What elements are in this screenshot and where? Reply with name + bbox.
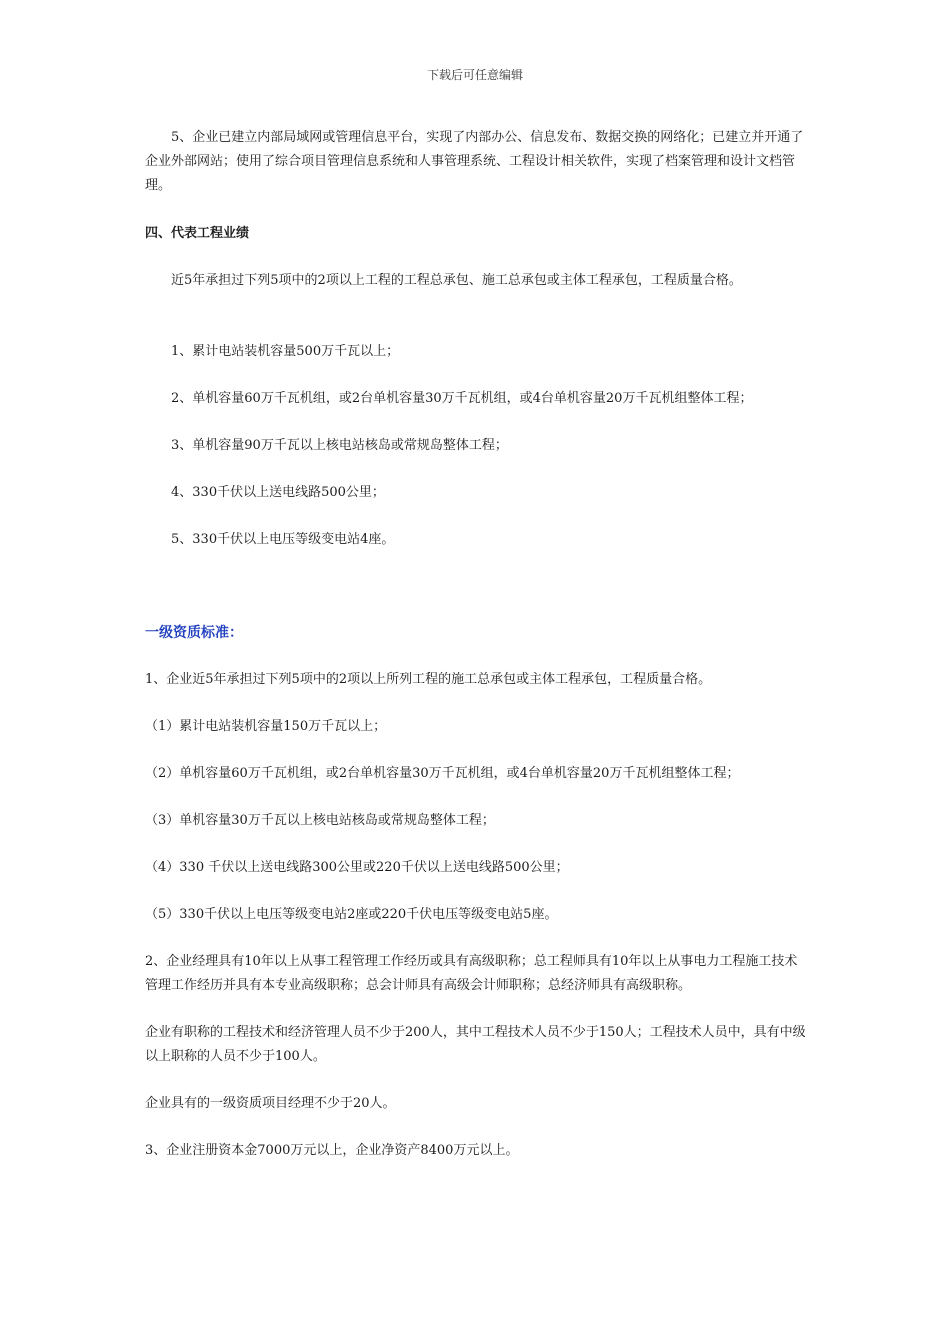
level-one-sub-item-1: （1）累计电站装机容量150万千瓦以上； — [145, 719, 387, 734]
level-one-managers: 企业具有的一级资质项目经理不少于20人。 — [145, 1096, 396, 1111]
level-one-req2: 2、企业经理具有10年以上从事工程管理工作经历或具有高级职称；总工程师具有10年以上从事电力工程施工技术管理工作经历并具有本专业高级职称；总会计师具有高级会计师职称；总经济师具有高级职称。 — [145, 954, 798, 993]
project-item-1: 1、累计电站装机容量500万千瓦以上； — [171, 344, 400, 359]
level-one-req1: 1、企业近5年承担过下列5项中的2项以上所列工程的施工总承包或主体工程承包，工程质量合格。 — [145, 672, 712, 687]
level-one-sub-item-4: （4）330 千伏以上送电线路300公里或220千伏以上送电线路500公里； — [145, 860, 569, 875]
level-one-req3: 3、企业注册资本金7000万元以上，企业净资产8400万元以上。 — [145, 1143, 519, 1158]
level-one-sub-item-5: （5）330千伏以上电压等级变电站2座或220千伏电压等级变电站5座。 — [145, 907, 558, 922]
level-one-sub-item-2: （2）单机容量60万千瓦机组，或2台单机容量30万千瓦机组，或4台单机容量20万千瓦机组整体工程； — [145, 766, 740, 781]
level-one-sub-item-3: （3）单机容量30万千瓦以上核电站核岛或常规岛整体工程； — [145, 813, 495, 828]
level-one-staff: 企业有职称的工程技术和经济管理人员不少于200人，其中工程技术人员不少于150人；工程技术人员中，具有中级以上职称的人员不少于100人。 — [145, 1025, 806, 1064]
project-item-5: 5、330千伏以上电压等级变电站4座。 — [171, 532, 395, 547]
project-item-2: 2、单机容量60万千瓦机组，或2台单机容量30万千瓦机组，或4台单机容量20万千瓦机组整体工程； — [171, 391, 753, 406]
section-title-representative-projects: 四、代表工程业绩 — [145, 226, 250, 241]
project-item-3: 3、单机容量90万千瓦以上核电站核岛或常规岛整体工程； — [171, 438, 508, 453]
level-one-title: 一级资质标准： — [145, 625, 243, 641]
project-item-4: 4、330千伏以上送电线路500公里； — [171, 485, 385, 500]
page-header: 下载后可任意编辑 — [426, 68, 523, 82]
document-body — [145, 126, 810, 1163]
paragraph-projects-intro: 近5年承担过下列5项中的2项以上工程的工程总承包、施工总承包或主体工程承包，工程质量合格。 — [171, 273, 742, 288]
paragraph-item5-network: 5、企业已建立内部局域网或管理信息平台，实现了内部办公、信息发布、数据交换的网络化；已建立并开通了企业外部网站；使用了综合项目管理信息系统和人事管理系统、工程设计相关软件，实现了档案管理和设计文档管理。 — [145, 130, 804, 193]
